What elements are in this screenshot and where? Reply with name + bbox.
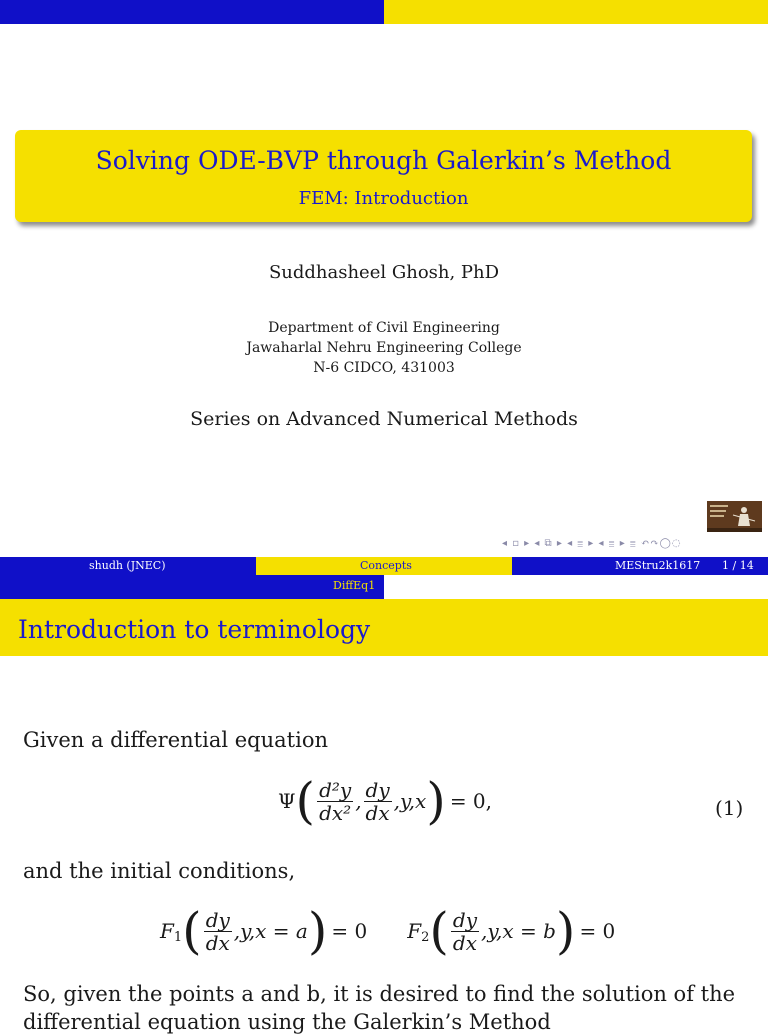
institute-line-3: N-6 CIDCO, 431003 (313, 360, 455, 376)
presentation-subtitle: FEM: Introduction (298, 188, 469, 209)
footline-middle (256, 557, 512, 575)
section-bar-right (384, 575, 768, 599)
footline-author: shudh (JNEC) (89, 559, 166, 572)
equation-1: Ψ ( $\frac{\text{d²y}}{\text{dx²}}$ , $\frac{dy}{dx}$ ,y,x ) = 0, (278, 772, 493, 830)
frame-title: Introduction to terminology (18, 615, 371, 644)
footline-code: MEStru2k1617 (615, 559, 701, 572)
institute-line-2: Jawaharlal Nehru Engineering College (246, 340, 522, 356)
institute-line-1: Department of Civil Engineering (268, 320, 500, 336)
author-name: Suddhasheel Ghosh, PhD (268, 262, 500, 283)
college-logo (707, 501, 762, 532)
paragraph-intro: Given a differential equation (23, 728, 328, 752)
footline-title: Concepts (360, 559, 412, 572)
paragraph-goal-line1: So, given the points a and b, it is desired to find the solution of the (23, 982, 736, 1006)
navigation-symbols[interactable]: ◂ ▫ ▸ ◂ ⧉ ▸ ◂ ≣ ▸ ◂ ≣ ▸ ≣ ↶↷◯◌ (502, 538, 682, 549)
paragraph-conditions: and the initial conditions, (23, 859, 296, 883)
page-number: 1 / 14 (722, 559, 754, 572)
institute (0, 318, 768, 378)
header-bar-right (384, 0, 768, 24)
equation-boundary-conditions: F 1 ( $\frac{dy}{dx}$ ,y,x = a ) = 0 F 2 ( $\frac{dy}{dx}$ ,y,x = b ) = 0 (160, 902, 616, 960)
header-bar-left (0, 0, 384, 24)
section-label[interactable]: DiffEq1 (333, 579, 376, 592)
presentation-title: Solving ODE-BVP through Galerkin’s Method (95, 146, 672, 175)
series-name: Series on Advanced Numerical Methods (190, 408, 578, 430)
section-bar (0, 575, 384, 599)
footline-right (512, 557, 768, 575)
equation-number: (1) (715, 796, 744, 820)
footline-left (0, 557, 256, 575)
paragraph-goal-line2: differential equation using the Galerkin’s Method (23, 1010, 551, 1034)
title-block (15, 130, 752, 222)
